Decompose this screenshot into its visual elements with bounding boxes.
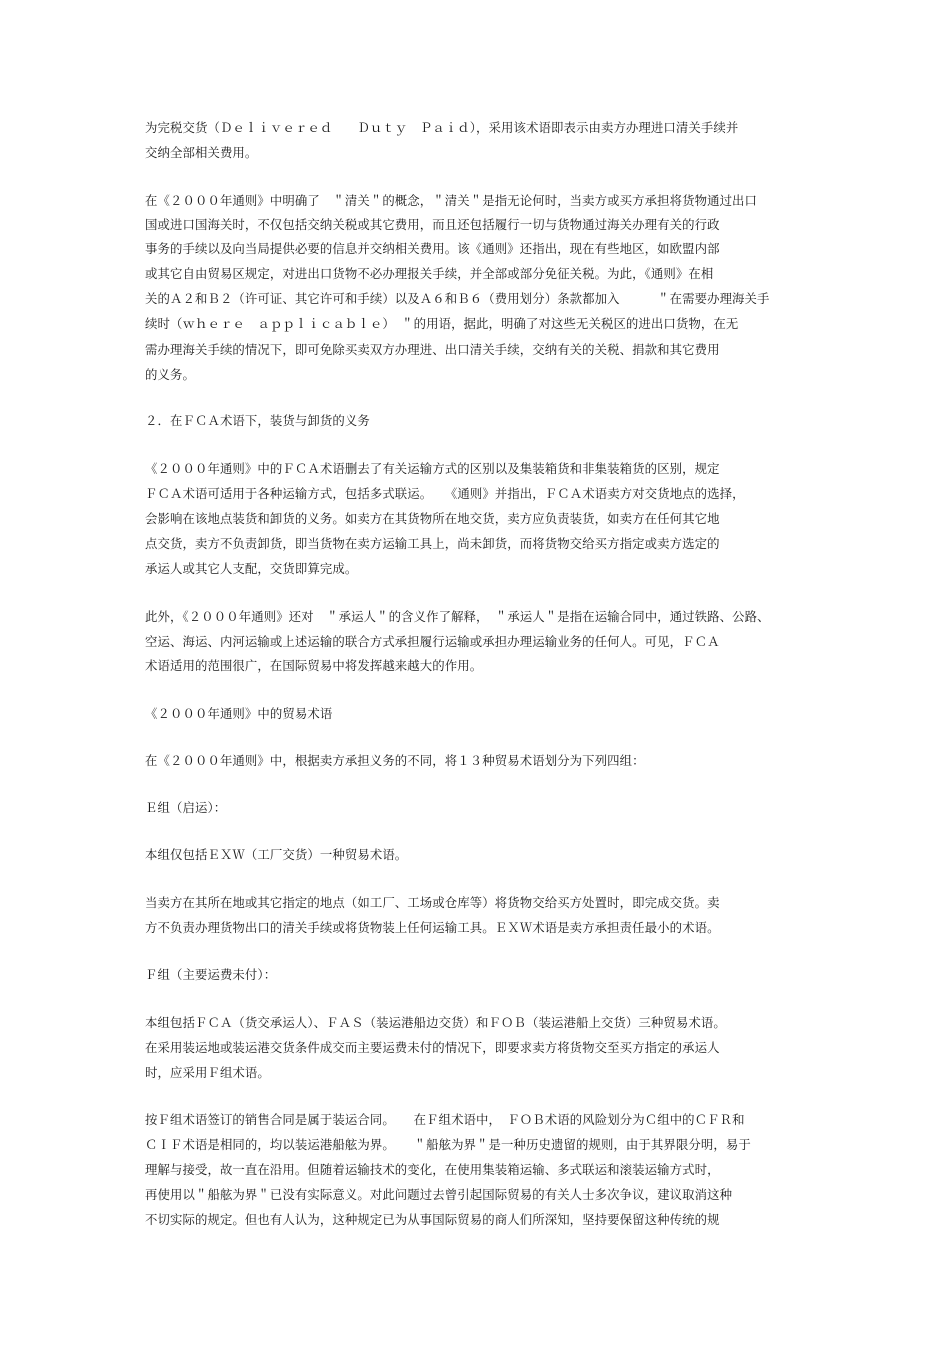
text-line: 为完税交货（Ｄｅｌｉｖｅｒｅｄ Ｄｕｔｙ Ｐａｉｄ），采用该术语即表示由卖方办理进口清关手续并 bbox=[145, 120, 739, 135]
text-line: 关的Ａ２和Ｂ２（许可证、其它许可和手续）以及Ａ６和Ｂ６（费用划分）条款都加入 ＂在需要办理海关手 bbox=[145, 291, 770, 306]
text-line: 交纳全部相关费用。 bbox=[145, 145, 258, 160]
section-heading: 《２０００年通则》中的贸易术语 bbox=[145, 706, 333, 721]
text-line: 方不负责办理货物出口的清关手续或将货物装上任何运输工具。ＥＸＷ术语是卖方承担责任最小的术语。 bbox=[145, 920, 720, 935]
section-heading: ２．在ＦＣＡ术语下，装货与卸货的义务 bbox=[145, 413, 370, 428]
text-line: 时，应采用Ｆ组术语。 bbox=[145, 1065, 270, 1080]
text-line: ＣＩＦ术语是相同的，均以装运港船舷为界。 ＂船舷为界＂是一种历史遗留的规则，由于其界限分明，易于 bbox=[145, 1137, 751, 1152]
text-line: 《２０００年通则》中的ＦＣＡ术语删去了有关运输方式的区别以及集装箱货和非集装箱货的区别，规定 bbox=[145, 461, 720, 476]
group-heading: Ｆ组（主要运费未付）： bbox=[145, 967, 277, 982]
text-line: 国或进口国海关时，不仅包括交纳关税或其它费用，而且还包括履行一切与货物通过海关办理有关的行政 bbox=[145, 217, 720, 232]
text-line: 在《２０００年通则》中明确了 ＂清关＂的概念，＂清关＂是指无论何时，当卖方或买方承担将货物通过出口 bbox=[145, 193, 758, 208]
text-line: 此外，《２０００年通则》还对 ＂承运人＂的含义作了解释， ＂承运人＂是指在运输合同中，通过铁路、公路、 bbox=[145, 609, 770, 624]
text-line: 空运、海运、内河运输或上述运输的联合方式承担履行运输或承担办理运输业务的任何人。可见，ＦＣＡ bbox=[145, 634, 720, 649]
text-line: 术语适用的范围很广，在国际贸易中将发挥越来越大的作用。 bbox=[145, 658, 483, 673]
text-line: 需办理海关手续的情况下，即可免除买卖双方办理进、出口清关手续，交纳有关的关税、捐款和其它费用 bbox=[145, 342, 720, 357]
text-line: 事务的手续以及向当局提供必要的信息并交纳相关费用。该《通则》还指出，现在有些地区，如欧盟内部 bbox=[145, 241, 720, 256]
text-line: 理解与接受，故一直在沿用。但随着运输技术的变化，在使用集装箱运输、多式联运和滚装运输方式时， bbox=[145, 1162, 720, 1177]
group-heading: Ｅ组（启运）： bbox=[145, 800, 227, 815]
text-line: 再使用以＂船舷为界＂已没有实际意义。对此问题过去曾引起国际贸易的有关人士多次争议，建议取消这种 bbox=[145, 1187, 733, 1202]
text-line: 会影响在该地点装货和卸货的义务。如卖方在其货物所在地交货，卖方应负责装货，如卖方在任何其它地 bbox=[145, 511, 720, 526]
text-line: 点交货，卖方不负责卸货，即当货物在卖方运输工具上，尚未卸货，而将货物交给买方指定或卖方选定的 bbox=[145, 536, 720, 551]
text-line: 本组仅包括ＥＸＷ（工厂交货）一种贸易术语。 bbox=[145, 847, 408, 862]
text-line: 的义务。 bbox=[145, 367, 195, 382]
text-line: 或其它自由贸易区规定，对进出口货物不必办理报关手续，并全部或部分免征关税。为此，《通则》在相 bbox=[145, 266, 714, 281]
text-line: 在《２０００年通则》中，根据卖方承担义务的不同，将１３种贸易术语划分为下列四组： bbox=[145, 753, 645, 768]
text-line: 当卖方在其所在地或其它指定的地点（如工厂、工场或仓库等）将货物交给买方处置时，即完成交货。卖 bbox=[145, 895, 720, 910]
text-line: 按Ｆ组术语签订的销售合同是属于装运合同。 在Ｆ组术语中， ＦＯＢ术语的风险划分为Ｃ组中的ＣＦＲ和 bbox=[145, 1112, 745, 1127]
text-line: 本组包括ＦＣＡ（货交承运人）、ＦＡＳ（装运港船边交货）和ＦＯＢ（装运港船上交货）三种贸易术语。 bbox=[145, 1015, 726, 1030]
text-line: ＦＣＡ术语可适用于各种运输方式，包括多式联运。 《通则》并指出，ＦＣＡ术语卖方对交货地点的选择， bbox=[145, 486, 745, 501]
text-line: 承运人或其它人支配，交货即算完成。 bbox=[145, 561, 358, 576]
text-line: 在采用装运地或装运港交货条件成交而主要运费未付的情况下，即要求卖方将货物交至买方指定的承运人 bbox=[145, 1040, 720, 1055]
text-line: 续时（ｗｈｅｒｅ ａｐｐｌｉｃａｂｌｅ） ＂的用语，据此，明确了对这些无关税区的进出口货物，在无 bbox=[145, 316, 739, 331]
text-line: 不切实际的规定。但也有人认为，这种规定已为从事国际贸易的商人们所深知，坚持要保留这种传统的规 bbox=[145, 1212, 720, 1227]
